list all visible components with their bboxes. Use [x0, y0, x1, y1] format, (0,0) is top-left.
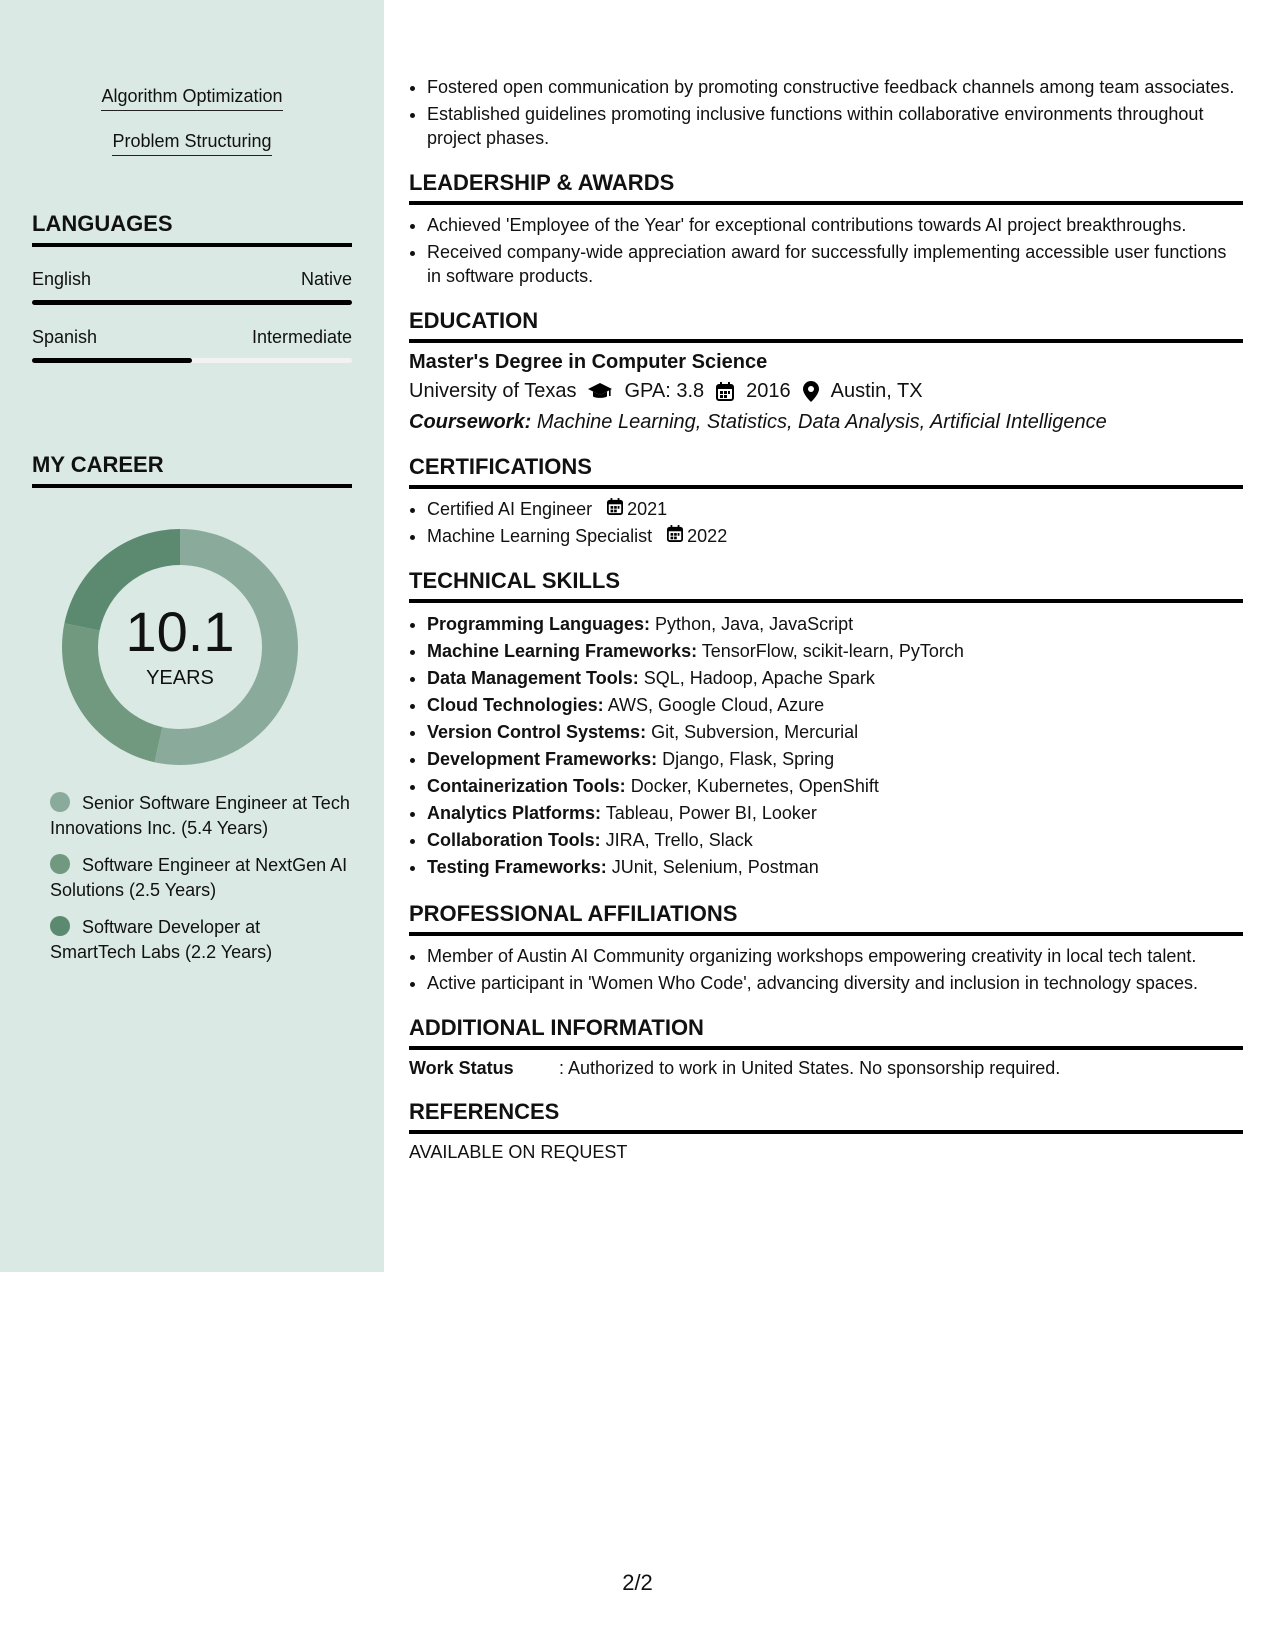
language-item [32, 327, 352, 363]
certifications-heading: CERTIFICATIONS [409, 454, 1243, 489]
language-proficiency-fill [32, 358, 192, 363]
skill-label: Analytics Platforms: [427, 803, 602, 823]
language-name: Spanish [32, 327, 98, 347]
list-item [427, 827, 1243, 854]
career-legend-item [50, 791, 350, 841]
calendar-icon [667, 524, 683, 548]
sidebar [0, 0, 384, 1272]
skill-value: Docker, Kubernetes, OpenShift [630, 776, 879, 796]
language-item [32, 269, 352, 305]
language-proficiency-bar [32, 300, 352, 305]
references-heading: REFERENCES [409, 1099, 1243, 1134]
skills-heading: TECHNICAL SKILLS [409, 568, 1243, 603]
career-legend-item [50, 915, 350, 965]
list-item [427, 773, 1243, 800]
skill-label: Machine Learning Frameworks: [427, 641, 698, 661]
affiliations-heading: PROFESSIONAL AFFILIATIONS [409, 901, 1243, 936]
language-level: Intermediate [251, 327, 352, 347]
education-degree: Master's Degree in Computer Science [409, 351, 768, 373]
additional-info-heading: ADDITIONAL INFORMATION [409, 1015, 1243, 1050]
affiliations-list [409, 944, 1243, 995]
skill-value: JUnit, Selenium, Postman [611, 857, 819, 877]
career-legend-label: Software Engineer at NextGen AI Solutions (2.5 Years) [50, 855, 348, 900]
education-location: Austin, TX [830, 380, 923, 402]
education-year: 2016 [746, 380, 791, 402]
skill-label: Development Frameworks: [427, 749, 658, 769]
list-item [427, 497, 1243, 521]
skill-value: AWS, Google Cloud, Azure [607, 695, 825, 715]
references-text: AVAILABLE ON REQUEST [409, 1142, 628, 1162]
list-item: • Achieved 'Employee of the Year' for exceptional contributions towards AI project breakthroughs. [427, 213, 1243, 237]
certification-year: 2021 [627, 499, 668, 519]
list-item [427, 800, 1243, 827]
skill-label: Containerization Tools: [427, 776, 626, 796]
career-legend-label: Senior Software Engineer at Tech Innovations Inc. (5.4 Years) [50, 793, 350, 838]
leadership-list [409, 213, 1243, 288]
list-item [427, 638, 1243, 665]
list-item [427, 854, 1243, 881]
location-pin-icon [803, 381, 819, 402]
language-proficiency-fill [32, 300, 352, 305]
language-proficiency-bar [32, 358, 352, 363]
skill-label: Collaboration Tools: [427, 830, 601, 850]
list-item [427, 692, 1243, 719]
main-content [409, 75, 1243, 1163]
legend-dot [50, 854, 70, 874]
calendar-icon [716, 382, 734, 401]
coursework-label: Coursework: [409, 411, 532, 433]
skill-value: TensorFlow, scikit-learn, PyTorch [701, 641, 964, 661]
work-status-value: : Authorized to work in United States. No sponsorship required. [559, 1058, 1061, 1078]
education-school: University of Texas [409, 380, 577, 402]
coursework-value: Machine Learning, Statistics, Data Analysis, Artificial Intelligence [536, 411, 1107, 433]
leadership-heading: LEADERSHIP & AWARDS [409, 170, 1243, 205]
graduation-cap-icon [588, 383, 612, 401]
intro-bullets [409, 75, 1243, 150]
languages-heading: LANGUAGES [32, 211, 352, 247]
languages-section [32, 211, 352, 363]
skill-value: Tableau, Power BI, Looker [605, 803, 817, 823]
skill-value: Python, Java, JavaScript [655, 614, 854, 634]
education-heading: EDUCATION [409, 308, 1243, 343]
education-coursework [409, 411, 1243, 434]
skill-label: Cloud Technologies: [427, 695, 604, 715]
education-details [409, 380, 1243, 403]
strengths-list [32, 86, 352, 176]
language-level: Native [300, 269, 352, 289]
career-legend-item [50, 853, 350, 903]
career-section [32, 452, 352, 488]
skill-label: Data Management Tools: [427, 668, 639, 688]
skill-label: Programming Languages: [427, 614, 651, 634]
certifications-list [409, 497, 1243, 548]
list-item [427, 665, 1243, 692]
list-item: • Member of Austin AI Community organizing workshops empowering creativity in local tech talent. [427, 944, 1243, 968]
list-item: • Active participant in 'Women Who Code', advancing diversity and inclusion in technology spaces. [427, 971, 1243, 995]
skill-label: Version Control Systems: [427, 722, 647, 742]
career-legend-label: Software Developer at SmartTech Labs (2.2 Years) [50, 917, 273, 962]
calendar-icon [607, 497, 623, 521]
skill-label: Testing Frameworks: [427, 857, 607, 877]
career-total-years: 10.1 [125, 600, 235, 663]
strength-item: Algorithm Optimization [101, 86, 282, 111]
list-item [427, 719, 1243, 746]
certification-name: Certified AI Engineer [427, 499, 593, 519]
page-number: 2/2 [622, 1570, 653, 1595]
list-item: • Received company-wide appreciation award for successfully implementing accessible user functions in software products. [427, 240, 1243, 288]
list-item [427, 746, 1243, 773]
skill-value: Git, Subversion, Mercurial [651, 722, 859, 742]
legend-dot [50, 916, 70, 936]
work-status-label: Work Status [409, 1058, 514, 1078]
certification-year: 2022 [687, 526, 728, 546]
career-legend [50, 791, 350, 977]
skill-value: JIRA, Trello, Slack [605, 830, 753, 850]
skill-value: Django, Flask, Spring [662, 749, 835, 769]
career-heading: MY CAREER [32, 452, 352, 488]
language-name: English [32, 269, 92, 289]
skills-list [409, 611, 1243, 881]
career-donut-chart [62, 529, 298, 765]
list-item [427, 611, 1243, 638]
list-item [427, 524, 1243, 548]
education-gpa: GPA: 3.8 [624, 380, 705, 402]
work-status-row [409, 1058, 1243, 1079]
list-item: • Fostered open communication by promoting constructive feedback channels among team associates. [427, 75, 1243, 99]
skill-value: SQL, Hadoop, Apache Spark [643, 668, 875, 688]
career-total-unit: YEARS [146, 667, 214, 689]
list-item: • Established guidelines promoting inclusive functions within collaborative environments throughout project phases. [427, 102, 1243, 150]
certification-name: Machine Learning Specialist [427, 526, 653, 546]
strength-item: Problem Structuring [112, 131, 271, 156]
legend-dot [50, 792, 70, 812]
